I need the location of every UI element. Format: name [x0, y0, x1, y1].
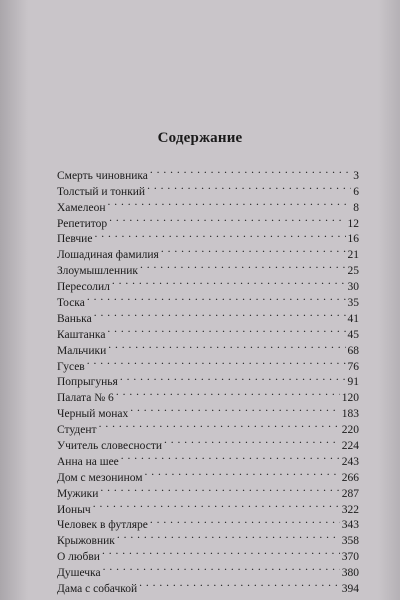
toc-entry-page-number: 25 [347, 265, 359, 278]
toc-leader-dots [150, 163, 351, 179]
toc-entry-page-number: 380 [341, 567, 359, 580]
toc-entry-page-number: 322 [341, 503, 359, 516]
toc-entry-title: Каштанка [57, 328, 106, 341]
toc-entry [57, 322, 359, 341]
toc-entry [57, 354, 359, 373]
spine-shadow [0, 0, 28, 600]
toc-leader-dots [140, 258, 345, 274]
toc-entry [57, 544, 359, 564]
toc-leader-dots [107, 322, 345, 338]
toc-leader-dots [147, 179, 351, 195]
toc-entry-title: Гусев [57, 360, 85, 373]
toc-entry-page-number: 358 [341, 535, 359, 548]
toc-entry-title: Попрыгунья [57, 376, 118, 389]
toc-entry-page-number: 91 [347, 376, 359, 389]
toc-entry-page-number: 120 [341, 392, 359, 405]
toc-leader-dots [94, 306, 346, 322]
toc-entry-title: Ионыч [57, 503, 91, 516]
toc-leader-dots [150, 513, 340, 529]
toc-entry-page-number: 45 [347, 328, 359, 341]
toc-leader-dots [100, 481, 339, 497]
toc-entry-page-number: 35 [347, 297, 359, 310]
toc-entry-title: Душечка [57, 567, 101, 580]
toc-entry [57, 370, 359, 389]
toc-entry-page-number: 68 [347, 344, 359, 357]
toc-leader-dots [130, 401, 339, 417]
toc-entry-page-number: 224 [341, 440, 359, 453]
toc-entry-title: Ванька [57, 312, 92, 325]
toc-entry-title: Человек в футляре [57, 519, 148, 532]
toc-entry-title: Мальчики [57, 344, 107, 357]
toc-entry-title: Смерть чиновника [57, 169, 148, 182]
toc-leader-dots [108, 195, 352, 211]
toc-leader-dots [99, 417, 340, 433]
toc-entry-page-number: 21 [347, 249, 359, 262]
toc-entry-page-number: 3 [353, 169, 359, 182]
table-of-contents [57, 163, 359, 596]
toc-entry-title: Злоумышленник [57, 265, 139, 278]
toc-entry-title: Черный монах [57, 408, 129, 421]
toc-entry [57, 433, 359, 453]
toc-leader-dots [87, 290, 346, 306]
toc-entry [57, 481, 359, 500]
toc-leader-dots [116, 385, 340, 401]
toc-leader-dots [121, 449, 340, 465]
toc-entry [57, 513, 359, 532]
toc-leader-dots [102, 544, 340, 560]
toc-entry-title: Анна на шее [57, 455, 119, 468]
toc-entry-title: Певчие [57, 233, 93, 246]
toc-entry-title: Палата № 6 [57, 392, 114, 405]
toc-entry-page-number: 220 [341, 424, 359, 437]
toc-entry [57, 306, 359, 325]
toc-leader-dots [108, 338, 345, 354]
page-title: Содержание [157, 130, 243, 146]
toc-leader-dots [103, 560, 340, 576]
toc-entry-page-number: 243 [341, 455, 359, 468]
toc-leader-dots [117, 528, 340, 544]
toc-leader-dots [94, 227, 345, 243]
toc-leader-dots [139, 576, 340, 592]
toc-entry-page-number: 343 [341, 519, 359, 532]
toc-leader-dots [120, 370, 346, 386]
toc-leader-dots [93, 497, 340, 513]
toc-leader-dots [87, 354, 346, 370]
toc-entry [57, 227, 359, 246]
toc-entry-title: Пересолил [57, 281, 110, 294]
toc-entry [57, 560, 359, 580]
toc-entry-title: Учитель словесности [57, 440, 162, 453]
toc-entry-title: Хамелеон [57, 201, 106, 214]
toc-entry-title: Лошадиная фамилия [57, 249, 159, 262]
toc-entry-page-number: 41 [347, 312, 359, 325]
toc-entry [57, 497, 359, 516]
toc-entry-page-number: 30 [347, 281, 359, 294]
toc-entry-title: Репетитор [57, 217, 108, 230]
toc-entry-title: Крыжовник [57, 535, 115, 548]
toc-entry-title: Дама с собачкой [57, 583, 138, 596]
toc-entry-page-number: 6 [353, 185, 359, 198]
toc-entry-page-number: 287 [341, 487, 359, 500]
toc-entry-title: Дом с мезонином [57, 471, 143, 484]
toc-entry [57, 290, 359, 310]
toc-entry-title: Мужики [57, 487, 99, 500]
toc-entry-page-number: 12 [347, 217, 359, 230]
toc-leader-dots [164, 433, 340, 449]
toc-entry-page-number: 16 [347, 233, 359, 246]
toc-entry-title: Толстый и тонкий [57, 185, 146, 198]
toc-leader-dots [109, 211, 345, 227]
toc-entry [57, 417, 359, 437]
toc-entry-page-number: 266 [341, 471, 359, 484]
toc-entry-page-number: 370 [341, 551, 359, 564]
toc-leader-dots [112, 274, 346, 290]
toc-entry [57, 163, 359, 182]
toc-entry-page-number: 394 [341, 583, 359, 596]
toc-entry-page-number: 76 [347, 360, 359, 373]
toc-entry [57, 242, 359, 262]
toc-entry [57, 576, 359, 596]
toc-entry-page-number: 8 [353, 201, 359, 214]
page-edge-shadow [378, 0, 400, 600]
toc-entry-title: Тоска [57, 297, 85, 310]
toc-leader-dots [145, 465, 340, 481]
toc-entry-page-number: 183 [341, 408, 359, 421]
toc-entry-title: О любви [57, 551, 100, 564]
toc-leader-dots [161, 242, 346, 258]
toc-entry-title: Студент [57, 424, 97, 437]
